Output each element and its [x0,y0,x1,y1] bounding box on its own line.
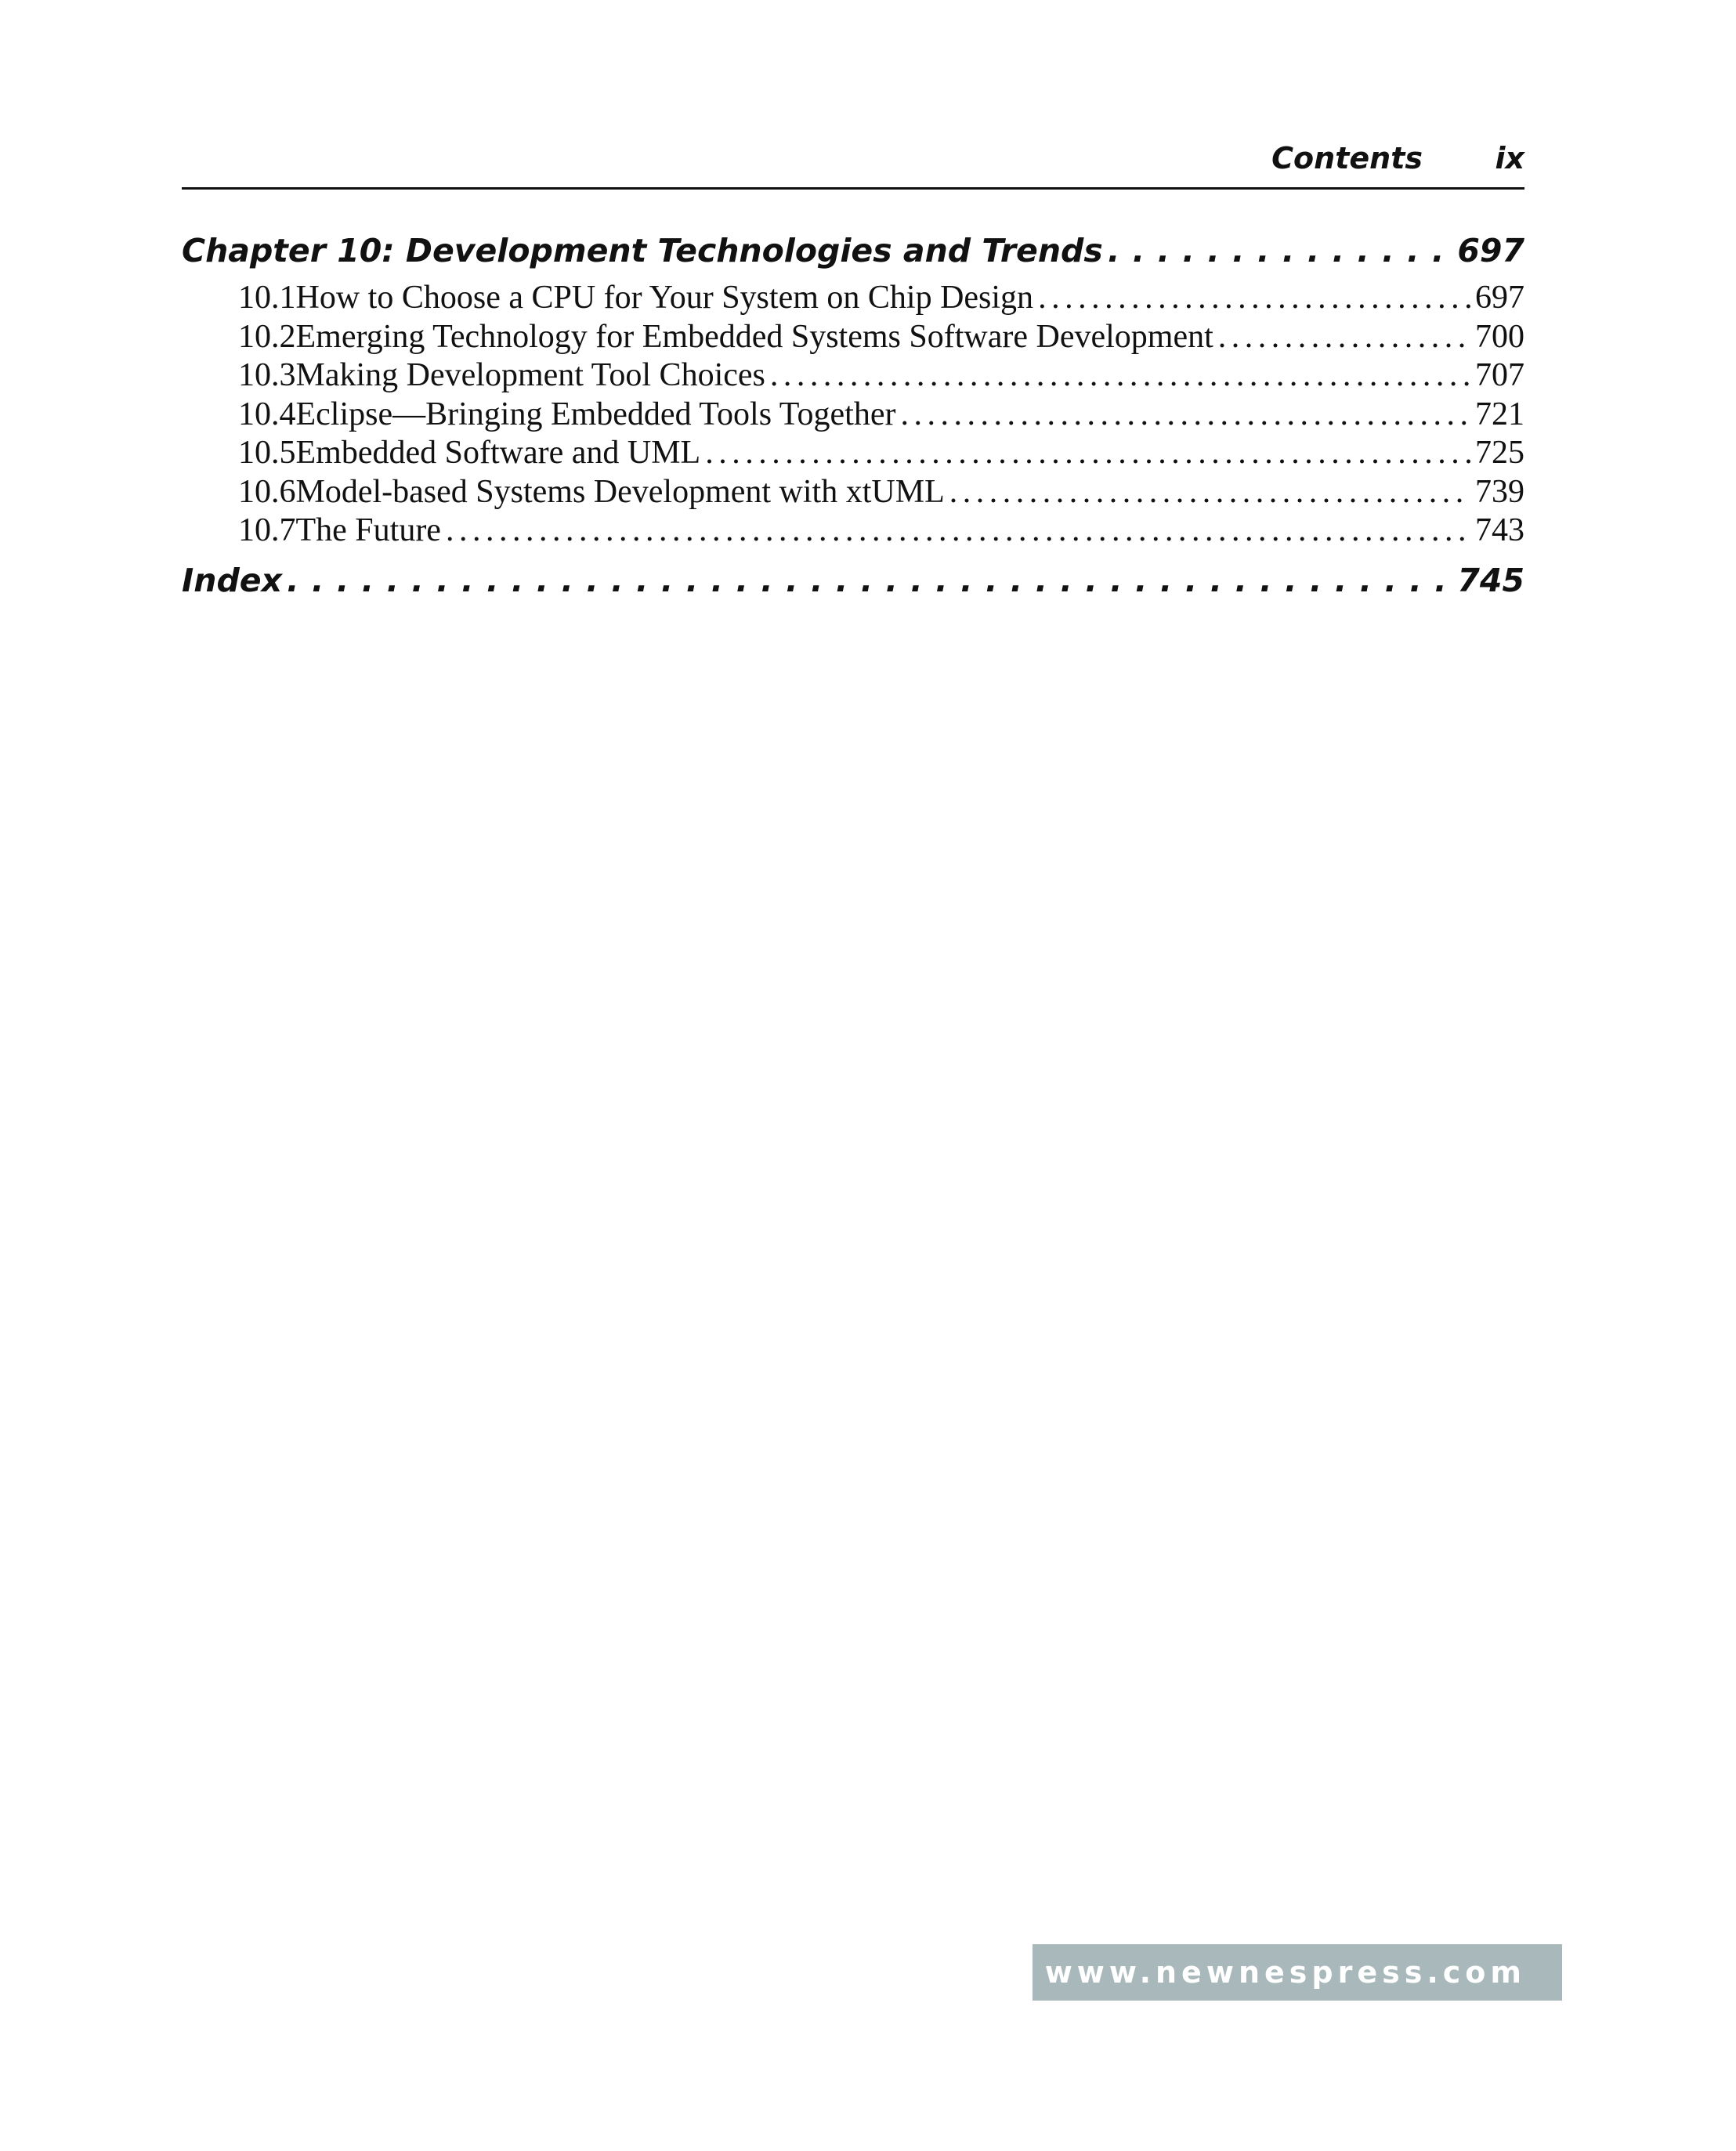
toc-section-title: Emerging Technology for Embedded Systems Software Development [295,318,1213,355]
dot-leader [900,396,1470,435]
dot-leader [287,552,1452,609]
toc-index-page: 745 [1457,561,1524,599]
toc-index-entry[interactable] [182,552,1524,609]
dot-leader [949,473,1470,512]
toc-chapter-entry[interactable] [182,222,1524,279]
toc-section-entry[interactable] [182,434,1524,473]
toc-section-number: 10.1 [238,280,296,316]
toc-section-page: 707 [1475,357,1524,393]
toc-index-title: Index [182,561,283,599]
publisher-url-banner: www.newnespress.com [1033,1944,1562,2001]
table-of-contents [182,222,1524,609]
toc-section-page: 743 [1475,512,1524,548]
toc-section-title: How to Choose a CPU for Your System on Chip Design [295,280,1034,316]
toc-section-entry[interactable] [182,356,1524,396]
toc-section-page: 697 [1475,280,1524,316]
toc-section-page: 700 [1475,318,1524,355]
toc-section-title: Making Development Tool Choices [295,357,765,393]
dot-leader [705,434,1470,473]
toc-section-entry[interactable] [182,512,1524,551]
toc-section-number: 10.4 [238,396,296,432]
toc-chapter-page: 697 [1457,232,1524,269]
dot-leader [1218,318,1470,357]
running-head [182,135,1524,182]
dot-leader [770,356,1470,396]
toc-chapter-title: Chapter 10: Development Technologies and Trends [182,232,1103,269]
toc-section-title: The Future [295,512,441,548]
toc-section-title: Embedded Software and UML [295,435,701,471]
dot-leader [446,512,1470,551]
toc-section-entry[interactable] [182,318,1524,357]
header-rule [182,187,1524,190]
dot-leader [1038,279,1470,318]
toc-section-page: 721 [1475,396,1524,432]
running-head-section: Contents [1271,141,1423,175]
toc-section-page: 725 [1475,435,1524,471]
toc-section-title: Eclipse—Bringing Embedded Tools Together [295,396,896,432]
toc-section-number: 10.2 [238,318,296,355]
dot-leader [1108,222,1453,279]
toc-section-entry[interactable] [182,473,1524,512]
toc-section-entry[interactable] [182,396,1524,435]
toc-section-number: 10.6 [238,473,296,510]
toc-section-number: 10.3 [238,357,296,393]
page-folio: ix [1495,141,1524,175]
toc-section-number: 10.5 [238,435,296,471]
toc-section-number: 10.7 [238,512,296,548]
toc-section-page: 739 [1475,473,1524,510]
toc-section-entry[interactable] [182,279,1524,318]
toc-section-title: Model-based Systems Development with xtUML [295,473,945,510]
